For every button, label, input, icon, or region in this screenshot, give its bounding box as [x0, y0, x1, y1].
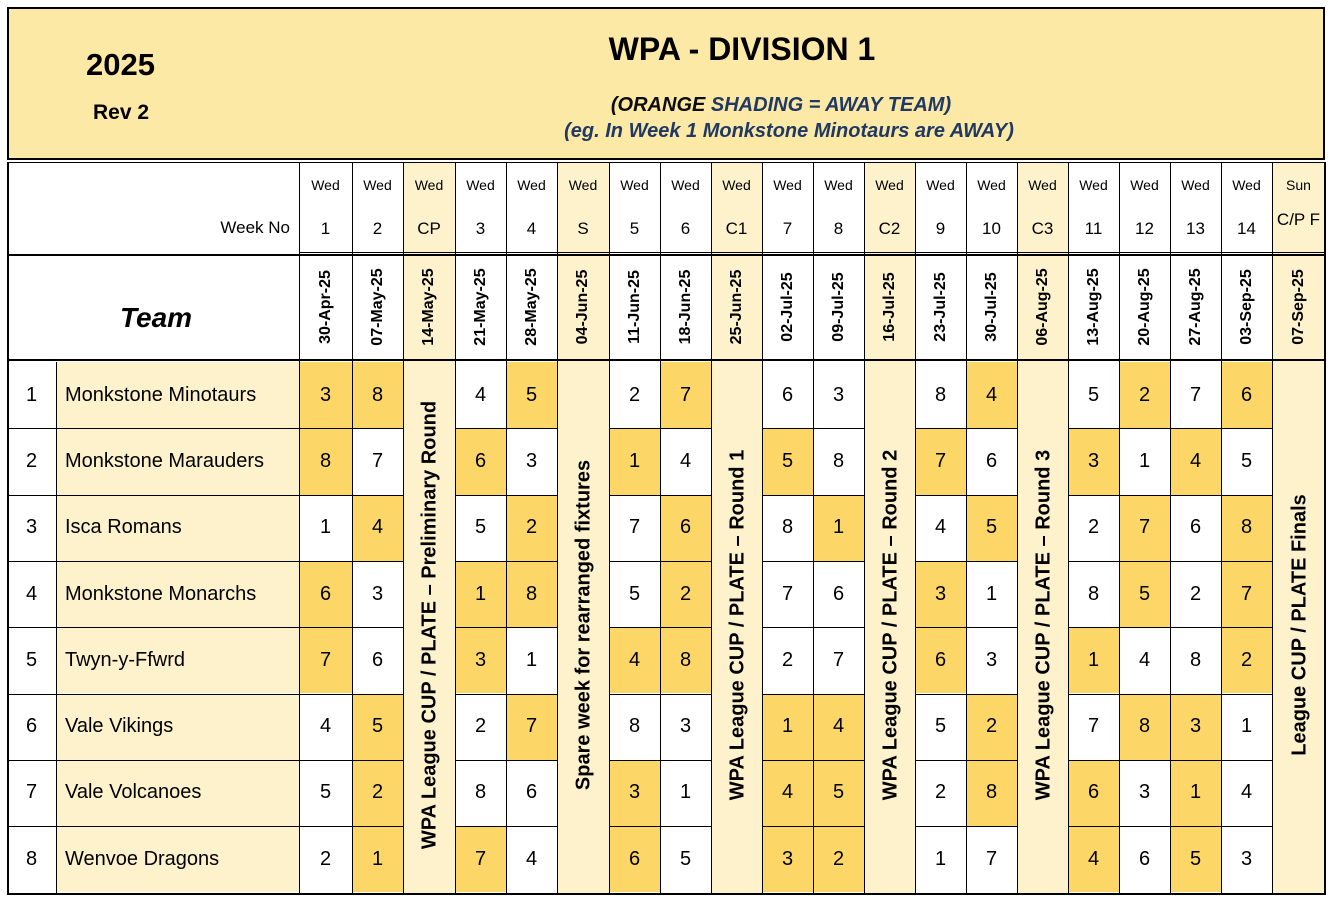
- fixture-cell: 5: [679, 847, 692, 870]
- fixture-cell: 5: [813, 760, 864, 826]
- column-date-label: 30-Apr-25: [316, 270, 334, 344]
- column-week-label: 5: [629, 219, 640, 238]
- fixture-cell: 7: [506, 694, 557, 760]
- grid-line: [455, 760, 557, 761]
- fixture-cell: 1: [319, 516, 332, 539]
- column-day-label: Wed: [1079, 177, 1108, 193]
- grid-line: [762, 428, 864, 429]
- grid-line: [1170, 162, 1171, 893]
- fixture-cell: 6: [1189, 516, 1202, 539]
- column-day-label: Wed: [722, 177, 751, 193]
- grid-line: [557, 162, 558, 893]
- fixture-cell: 2: [934, 781, 947, 804]
- fixture-cell: 8: [474, 781, 487, 804]
- fixture-cell: 7: [299, 627, 352, 693]
- fixture-cell: 1: [352, 826, 403, 892]
- grid-line: [403, 162, 404, 893]
- column-week-label: 8: [833, 219, 844, 238]
- column-day-label: Wed: [1232, 177, 1261, 193]
- fixture-cell: 1: [762, 694, 813, 760]
- column-day-label: Wed: [1028, 177, 1057, 193]
- fixture-cell: 3: [299, 362, 352, 428]
- grid-line: [762, 760, 864, 761]
- column-week-label: 9: [935, 219, 946, 238]
- fixture-cell: 6: [915, 627, 966, 693]
- fixture-cell: 3: [985, 648, 998, 671]
- column-day-label: Wed: [517, 177, 546, 193]
- team-name: Wenvoe Dragons: [65, 847, 220, 870]
- week-no-label: Week No: [220, 218, 290, 237]
- team-name: Monkstone Minotaurs: [65, 383, 257, 406]
- column-day-label: Wed: [1130, 177, 1159, 193]
- grid-line: [7, 694, 403, 695]
- fixture-cell: 8: [1221, 495, 1272, 561]
- grid-line: [915, 495, 1017, 496]
- fixture-cell: 5: [1087, 383, 1100, 406]
- column-date-label: 06-Aug-25: [1033, 268, 1051, 346]
- fixture-cell: 1: [985, 582, 998, 605]
- fixture-cell: 3: [915, 561, 966, 627]
- fixture-cell: 2: [966, 694, 1017, 760]
- fixture-cell: 1: [525, 648, 538, 671]
- fixture-cell: 3: [1068, 428, 1119, 494]
- fixture-cell: 4: [319, 715, 332, 738]
- column-week-label: S: [577, 219, 589, 238]
- page-title: WPA - DIVISION 1: [608, 31, 876, 67]
- fixture-cell: 1: [1138, 449, 1151, 472]
- grid-line: [7, 428, 403, 429]
- fixture-cell: 2: [1087, 516, 1100, 539]
- fixture-cell: 6: [525, 781, 538, 804]
- column-week-label: 1: [320, 219, 331, 238]
- grid-line: [1068, 428, 1272, 429]
- column-date-label: 18-Jun-25: [676, 269, 694, 345]
- grid-line: [7, 826, 403, 827]
- fixture-cell: 7: [371, 449, 384, 472]
- fixture-cell: 6: [455, 428, 506, 494]
- column-week-label: C1: [725, 219, 748, 238]
- fixture-cell: 2: [660, 561, 711, 627]
- team-number: 2: [25, 449, 38, 472]
- column-week-label: 6: [680, 219, 691, 238]
- fixture-cell: 4: [1068, 826, 1119, 892]
- shading-note-orange: (ORANGE: [610, 94, 706, 116]
- grid-line: [455, 428, 557, 429]
- fixture-cell: 5: [934, 715, 947, 738]
- fixture-cell: 8: [934, 383, 947, 406]
- grid-line: [762, 561, 864, 562]
- grid-line: [1068, 627, 1272, 628]
- grid-line: [506, 162, 507, 893]
- grid-line: [864, 162, 865, 893]
- grid-line: [455, 561, 557, 562]
- grid-line: [915, 561, 1017, 562]
- column-day-label: Wed: [311, 177, 340, 193]
- fixture-cell: 6: [832, 582, 845, 605]
- grid-line: [762, 826, 864, 827]
- column-date-label: 25-Jun-25: [727, 269, 745, 345]
- column-day-label: Wed: [926, 177, 955, 193]
- grid-line: [1221, 162, 1222, 893]
- fixture-cell: 3: [1170, 694, 1221, 760]
- column-date-label: 11-Jun-25: [625, 270, 643, 344]
- column-week-label: 12: [1135, 219, 1154, 238]
- column-day-label: Sun: [1286, 177, 1311, 193]
- team-name: Monkstone Monarchs: [65, 582, 257, 605]
- fixture-cell: 1: [455, 561, 506, 627]
- fixture-cell: 1: [609, 428, 660, 494]
- fixture-cell: 2: [1119, 362, 1170, 428]
- revision-label: Rev 2: [93, 101, 150, 124]
- grid-line: [455, 826, 557, 827]
- fixture-cell: 4: [1138, 648, 1151, 671]
- fixture-cell: 3: [679, 715, 692, 738]
- column-week-label: 10: [982, 219, 1001, 238]
- grid-line: [1068, 561, 1272, 562]
- grid-line: [455, 162, 456, 893]
- special-column-label: WPA League CUP / PLATE – Round 2: [879, 449, 901, 801]
- grid-line: [1068, 162, 1069, 893]
- fixture-cell: 4: [1240, 781, 1253, 804]
- team-number: 1: [25, 383, 38, 406]
- grid-line: [7, 254, 1325, 256]
- team-name: Monkstone Marauders: [65, 449, 264, 472]
- special-column-label: WPA League CUP / PLATE – Round 3: [1032, 449, 1054, 801]
- fixture-cell: 2: [474, 715, 487, 738]
- fixture-cell: 1: [934, 847, 947, 870]
- fixture-cell: 2: [1221, 627, 1272, 693]
- fixture-cell: 8: [299, 428, 352, 494]
- fixture-cell: 5: [628, 582, 641, 605]
- grid-line: [813, 162, 814, 893]
- shading-note-line1: [481, 94, 1081, 117]
- fixture-cell: 3: [609, 760, 660, 826]
- grid-line: [915, 428, 1017, 429]
- fixture-cell: 8: [660, 627, 711, 693]
- team-number: 7: [25, 781, 38, 804]
- column-day-label: Wed: [414, 177, 444, 193]
- fixture-cell: 5: [1170, 826, 1221, 892]
- column-week-label: C3: [1031, 219, 1054, 238]
- fixture-cell: 1: [813, 495, 864, 561]
- fixture-cell: 7: [1221, 561, 1272, 627]
- team-number: 6: [25, 715, 38, 738]
- grid-line: [609, 826, 711, 827]
- column-day-label: Wed: [1181, 177, 1210, 193]
- grid-line: [609, 495, 711, 496]
- grid-line: [762, 627, 864, 628]
- column-day-label: Wed: [824, 177, 853, 193]
- column-day-label: Wed: [977, 177, 1006, 193]
- column-week-label: C/P F: [1276, 210, 1321, 229]
- grid-line: [915, 760, 1017, 761]
- fixture-cell: 8: [352, 362, 403, 428]
- fixture-cell: 7: [781, 582, 794, 605]
- fixture-cell: 5: [1240, 449, 1253, 472]
- fixture-cell: 3: [762, 826, 813, 892]
- grid-line: [1068, 760, 1272, 761]
- column-day-label: Wed: [466, 177, 495, 193]
- fixture-cell: 4: [352, 495, 403, 561]
- grid-line: [1017, 162, 1018, 893]
- special-column-label: Spare week for rearranged fixtures: [572, 459, 595, 791]
- fixture-cell: 7: [832, 648, 845, 671]
- grid-line: [1324, 162, 1326, 895]
- column-date-label: 04-Jun-25: [574, 269, 591, 345]
- fixture-cell: 4: [1170, 428, 1221, 494]
- column-date-label: 23-Jul-25: [931, 272, 949, 342]
- grid-line: [762, 495, 864, 496]
- fixture-cell: 4: [813, 694, 864, 760]
- fixture-cell: 6: [781, 383, 794, 406]
- fixture-cell: 7: [628, 516, 641, 539]
- grid-line: [609, 694, 711, 695]
- fixture-cell: 1: [1240, 715, 1253, 738]
- column-date-label: 02-Jul-25: [778, 272, 796, 342]
- column-week-label: 3: [475, 219, 486, 238]
- grid-line: [1119, 162, 1120, 893]
- column-week-label: 7: [782, 219, 793, 238]
- fixture-cell: 2: [506, 495, 557, 561]
- team-name: Vale Volcanoes: [65, 781, 202, 804]
- column-date-label: 30-Jul-25: [982, 272, 1000, 342]
- team-number: 4: [25, 582, 38, 605]
- fixture-cell: 8: [781, 516, 794, 539]
- team-name: Twyn-y-Ffwrd: [65, 648, 185, 671]
- column-week-label: 4: [526, 219, 537, 238]
- grid-line: [762, 694, 864, 695]
- grid-line: [7, 893, 1325, 895]
- grid-line: [7, 627, 403, 628]
- fixture-cell: 4: [934, 516, 947, 539]
- grid-line: [455, 694, 557, 695]
- fixture-cell: 8: [1189, 648, 1202, 671]
- fixture-cell: 2: [319, 847, 332, 870]
- fixture-cell: 4: [762, 760, 813, 826]
- fixture-cell: 6: [609, 826, 660, 892]
- fixture-cell: 6: [985, 449, 998, 472]
- fixture-cell: 3: [371, 582, 384, 605]
- fixture-cell: 7: [985, 847, 998, 870]
- column-week-label: 11: [1084, 219, 1103, 238]
- column-day-label: Wed: [363, 177, 392, 193]
- column-date-label: 27-Aug-25: [1186, 268, 1204, 346]
- column-week-label: C2: [878, 219, 901, 238]
- grid-line: [915, 627, 1017, 628]
- fixture-cell: 1: [1170, 760, 1221, 826]
- grid-line: [762, 162, 763, 893]
- column-date-label: 13-Aug-25: [1084, 268, 1102, 346]
- grid-line: [1068, 495, 1272, 496]
- fixture-cell: 5: [319, 781, 332, 804]
- grid-line: [660, 162, 661, 893]
- fixture-cell: 5: [762, 428, 813, 494]
- grid-line: [711, 162, 712, 893]
- fixture-cell: 6: [1068, 760, 1119, 826]
- fixture-cell: 6: [371, 648, 384, 671]
- grid-line: [966, 162, 967, 893]
- fixture-cell: 5: [1119, 561, 1170, 627]
- column-day-label: Wed: [671, 177, 700, 193]
- grid-line: [7, 561, 403, 562]
- grid-line: [7, 162, 9, 895]
- column-date-label: 14-May-25: [420, 268, 437, 346]
- fixture-cell: 7: [915, 428, 966, 494]
- column-day-label: Wed: [620, 177, 649, 193]
- grid-line: [609, 162, 610, 893]
- fixture-cell: 3: [1240, 847, 1253, 870]
- fixture-cell: 8: [966, 760, 1017, 826]
- fixture-cell: 3: [832, 383, 845, 406]
- team-name: Vale Vikings: [65, 715, 174, 738]
- grid-line: [352, 162, 353, 893]
- fixture-cell: 7: [1087, 715, 1100, 738]
- year-label: 2025: [86, 47, 155, 82]
- grid-line: [609, 627, 711, 628]
- grid-line: [1068, 826, 1272, 827]
- fixture-cell: 4: [966, 362, 1017, 428]
- fixture-cell: 5: [474, 516, 487, 539]
- fixture-cell: 3: [525, 449, 538, 472]
- column-date-label: 09-Jul-25: [829, 272, 847, 342]
- fixture-cell: 2: [628, 383, 641, 406]
- special-column-label: League CUP / PLATE Finals: [1288, 494, 1310, 756]
- team-number: 3: [25, 516, 38, 539]
- special-column-label: WPA League CUP / PLATE – Round 1: [726, 449, 748, 801]
- fixture-cell: 2: [813, 826, 864, 892]
- grid-line: [915, 694, 1017, 695]
- fixture-cell: 8: [1087, 582, 1100, 605]
- grid-line: [609, 561, 711, 562]
- shading-note-rest: SHADING = AWAY TEAM): [705, 94, 952, 116]
- grid-line: [609, 428, 711, 429]
- fixture-cell: 4: [525, 847, 538, 870]
- fixture-cell: 2: [1189, 582, 1202, 605]
- team-number: 5: [25, 648, 38, 671]
- fixture-cell: 2: [781, 648, 794, 671]
- column-date-label: 07-May-25: [368, 268, 386, 346]
- title-header: [7, 7, 1325, 160]
- column-date-label: 20-Aug-25: [1135, 268, 1153, 346]
- shading-note-line2: (eg. In Week 1 Monkstone Minotaurs are AWAY): [564, 120, 1014, 142]
- fixture-cell: 5: [352, 694, 403, 760]
- grid-line: [915, 826, 1017, 827]
- fixture-cell: 4: [474, 383, 487, 406]
- fixture-cell: 7: [455, 826, 506, 892]
- fixture-cell: 2: [352, 760, 403, 826]
- fixture-cell: 7: [1119, 495, 1170, 561]
- grid-line: [915, 162, 916, 893]
- column-week-label: CP: [417, 219, 441, 238]
- grid-line: [455, 495, 557, 496]
- team-name: Isca Romans: [65, 516, 182, 539]
- fixture-cell: 1: [679, 781, 692, 804]
- grid-line: [7, 495, 403, 496]
- fixture-cell: 4: [679, 449, 692, 472]
- column-day-label: Wed: [875, 177, 904, 193]
- column-week-label: 2: [372, 219, 383, 238]
- fixture-cell: 1: [1068, 627, 1119, 693]
- grid-line: [1272, 162, 1273, 893]
- fixture-cell: 5: [966, 495, 1017, 561]
- column-week-label: 14: [1237, 219, 1256, 238]
- fixture-cell: 3: [1138, 781, 1151, 804]
- fixture-cell: 5: [506, 362, 557, 428]
- fixture-cell: 8: [506, 561, 557, 627]
- column-day-label: Wed: [773, 177, 802, 193]
- grid-line: [7, 760, 403, 761]
- column-date-label: 07-Sep-25: [1289, 269, 1307, 345]
- fixture-cell: 3: [455, 627, 506, 693]
- column-date-label: 03-Sep-25: [1237, 269, 1255, 345]
- grid-line: [7, 162, 1325, 163]
- fixture-cell: 4: [609, 627, 660, 693]
- column-date-label: 16-Jul-25: [880, 272, 898, 342]
- fixture-cell: 8: [832, 449, 845, 472]
- fixture-cell: 7: [1189, 383, 1202, 406]
- fixture-cell: 8: [628, 715, 641, 738]
- grid-line: [455, 627, 557, 628]
- fixture-cell: 8: [1119, 694, 1170, 760]
- special-column-label: WPA League CUP / PLATE – Preliminary Round: [418, 400, 441, 850]
- fixture-cell: 6: [1138, 847, 1151, 870]
- fixture-cell: 6: [660, 495, 711, 561]
- column-date-label: 28-May-25: [522, 268, 540, 346]
- grid-line: [7, 359, 1325, 361]
- grid-line: [299, 162, 300, 893]
- column-date-label: 21-May-25: [471, 268, 489, 346]
- fixture-cell: 7: [660, 362, 711, 428]
- column-day-label: Wed: [568, 177, 598, 193]
- team-header-label: Team: [119, 302, 193, 333]
- grid-line: [299, 252, 1325, 253]
- grid-line: [1068, 694, 1272, 695]
- grid-line: [609, 760, 711, 761]
- fixture-cell: 6: [299, 561, 352, 627]
- team-number: 8: [25, 847, 38, 870]
- column-week-label: 13: [1186, 219, 1205, 238]
- fixture-cell: 6: [1221, 362, 1272, 428]
